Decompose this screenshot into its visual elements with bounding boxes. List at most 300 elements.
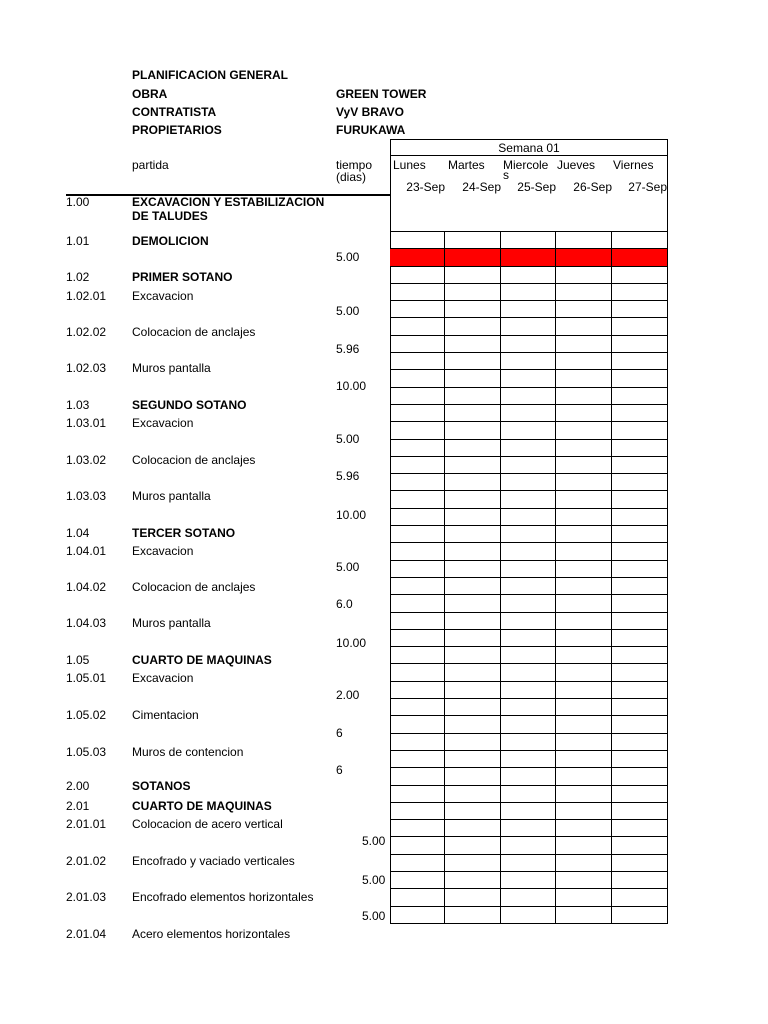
gantt-cell[interactable] — [445, 734, 501, 751]
gantt-cell[interactable] — [501, 232, 556, 249]
gantt-cell[interactable] — [390, 820, 445, 837]
gantt-cell[interactable] — [612, 613, 668, 630]
gantt-row — [391, 422, 668, 439]
gantt-cell[interactable] — [612, 370, 668, 387]
gantt-cell[interactable] — [445, 613, 501, 630]
gantt-cell[interactable] — [612, 353, 668, 370]
gantt-cell[interactable] — [556, 422, 612, 439]
gantt-cell[interactable] — [390, 872, 445, 889]
gantt-cell[interactable] — [612, 630, 668, 647]
task-name: Cimentacion — [132, 708, 199, 722]
day-wednesday-cut: s — [503, 168, 509, 182]
task-duration: 5.00 — [362, 909, 386, 923]
gantt-cell[interactable] — [556, 509, 612, 526]
gantt-cell[interactable] — [612, 751, 668, 768]
gantt-cell[interactable] — [390, 803, 445, 820]
gantt-cell[interactable] — [501, 543, 556, 560]
task-code: 1.01 — [66, 234, 90, 248]
task-duration: 6.0 — [336, 597, 353, 611]
date-2: 24-Sep — [462, 180, 501, 194]
gantt-cell[interactable] — [556, 872, 612, 889]
gantt-cell[interactable] — [501, 889, 556, 906]
gantt-cell[interactable] — [556, 837, 612, 854]
gantt-cell[interactable] — [445, 837, 501, 854]
task-duration: 10.00 — [336, 379, 367, 393]
gantt-cell[interactable] — [445, 509, 501, 526]
gantt-cell[interactable] — [390, 491, 445, 508]
gantt-cell[interactable] — [612, 595, 668, 612]
gantt-cell[interactable] — [556, 526, 612, 543]
date-3: 25-Sep — [517, 180, 556, 194]
gantt-cell[interactable] — [501, 630, 556, 647]
gantt-cell-scheduled[interactable] — [390, 249, 445, 266]
gantt-cell[interactable] — [445, 682, 501, 699]
gantt-cell[interactable] — [390, 422, 445, 439]
gantt-cell[interactable] — [390, 440, 445, 457]
gantt-cell[interactable] — [612, 889, 668, 906]
gantt-cell[interactable] — [612, 716, 668, 733]
gantt-cell[interactable] — [556, 440, 612, 457]
task-duration: 5.00 — [336, 304, 360, 318]
task-code: 1.04.01 — [66, 544, 107, 558]
col-partida: partida — [132, 158, 169, 172]
gantt-cell[interactable] — [556, 699, 612, 716]
task-name: Excavacion — [132, 544, 194, 558]
gantt-row — [391, 474, 668, 491]
gantt-cell-scheduled[interactable] — [612, 249, 668, 266]
day-thursday: Jueves — [557, 158, 596, 172]
gantt-cell[interactable] — [390, 336, 445, 353]
task-code: 1.02.02 — [66, 325, 107, 339]
task-code: 1.03.03 — [66, 489, 107, 503]
day-wednesday: Miercole — [503, 158, 549, 172]
gantt-cell[interactable] — [612, 336, 668, 353]
gantt-cell[interactable] — [390, 526, 445, 543]
gantt-cell[interactable] — [612, 457, 668, 474]
gantt-cell[interactable] — [612, 301, 668, 318]
gantt-cell[interactable] — [556, 907, 612, 924]
gantt-cell[interactable] — [390, 889, 445, 906]
gantt-cell[interactable] — [612, 474, 668, 491]
gantt-row — [391, 370, 668, 387]
gantt-cell[interactable] — [390, 734, 445, 751]
gantt-row — [391, 526, 668, 543]
gantt-cell[interactable] — [445, 336, 501, 353]
gantt-cell[interactable] — [445, 232, 501, 249]
date-5: 27-Sep — [628, 180, 667, 194]
col-tiempo: tiempo — [336, 158, 373, 172]
gantt-cell[interactable] — [445, 786, 501, 803]
gantt-cell[interactable] — [501, 526, 556, 543]
obra-label: OBRA — [132, 87, 168, 101]
gantt-cell[interactable] — [501, 768, 556, 785]
task-name: Muros de contencion — [132, 745, 244, 759]
gantt-cell[interactable] — [445, 647, 501, 664]
task-name: CUARTO DE MAQUINAS — [132, 799, 272, 813]
gantt-cell[interactable] — [612, 232, 668, 249]
gantt-cell[interactable] — [501, 301, 556, 318]
gantt-row — [391, 837, 668, 854]
gantt-cell[interactable] — [501, 370, 556, 387]
gantt-cell[interactable] — [445, 353, 501, 370]
gantt-cell[interactable] — [445, 907, 501, 924]
gantt-cell[interactable] — [445, 370, 501, 387]
gantt-cell[interactable] — [390, 664, 445, 681]
task-name: Muros pantalla — [132, 616, 211, 630]
day-monday: Lunes — [393, 158, 426, 172]
gantt-cell[interactable] — [501, 422, 556, 439]
gantt-cell[interactable] — [445, 768, 501, 785]
task-duration: 6 — [336, 763, 343, 777]
gantt-cell[interactable] — [390, 613, 445, 630]
task-name: Excavacion — [132, 416, 194, 430]
propietarios-value: FURUKAWA — [336, 123, 406, 137]
task-code: 1.04.03 — [66, 616, 107, 630]
gantt-cell[interactable] — [556, 232, 612, 249]
gantt-cell[interactable] — [556, 734, 612, 751]
task-duration: 5.00 — [362, 834, 386, 848]
gantt-cell[interactable] — [612, 509, 668, 526]
gantt-cell[interactable] — [501, 457, 556, 474]
gantt-row — [391, 682, 668, 699]
gantt-cell[interactable] — [612, 388, 668, 405]
gantt-cell[interactable] — [556, 561, 612, 578]
gantt-cell[interactable] — [556, 491, 612, 508]
gantt-cell[interactable] — [445, 474, 501, 491]
gantt-row — [391, 543, 668, 560]
gantt-cell[interactable] — [501, 318, 556, 335]
gantt-cell[interactable] — [390, 509, 445, 526]
task-name: SOTANOS — [132, 779, 191, 793]
gantt-cell[interactable] — [612, 284, 668, 301]
gantt-cell[interactable] — [445, 543, 501, 560]
gantt-cell[interactable] — [390, 353, 445, 370]
gantt-cell[interactable] — [612, 699, 668, 716]
task-duration: 5.96 — [336, 469, 360, 483]
gantt-cell[interactable] — [390, 682, 445, 699]
gantt-cell[interactable] — [612, 855, 668, 872]
gantt-cell[interactable] — [501, 284, 556, 301]
gantt-row — [391, 907, 668, 924]
gantt-row — [391, 647, 668, 664]
gantt-row — [391, 284, 668, 301]
gantt-cell[interactable] — [556, 267, 612, 284]
week-label: Semana 01 — [498, 141, 560, 155]
gantt-cell[interactable] — [390, 716, 445, 733]
gantt-cell[interactable] — [556, 405, 612, 422]
gantt-cell[interactable] — [556, 388, 612, 405]
gantt-cell[interactable] — [501, 353, 556, 370]
gantt-row — [391, 699, 668, 716]
gantt-cell[interactable] — [501, 786, 556, 803]
gantt-row — [391, 716, 668, 733]
gantt-cell[interactable] — [556, 595, 612, 612]
gantt-cell[interactable] — [390, 855, 445, 872]
task-name: Colocacion de anclajes — [132, 453, 256, 467]
gantt-cell[interactable] — [501, 595, 556, 612]
gantt-grid — [390, 231, 668, 924]
gantt-cell[interactable] — [390, 907, 445, 924]
day-tuesday: Martes — [448, 158, 485, 172]
date-4: 26-Sep — [573, 180, 612, 194]
gantt-cell[interactable] — [556, 716, 612, 733]
gantt-cell[interactable] — [445, 803, 501, 820]
task-code: 2.01.03 — [66, 890, 107, 904]
task-code: 1.05.02 — [66, 708, 107, 722]
gantt-cell-scheduled[interactable] — [556, 249, 612, 266]
gantt-cell[interactable] — [556, 751, 612, 768]
gantt-row — [391, 751, 668, 768]
gantt-cell[interactable] — [612, 491, 668, 508]
gantt-cell[interactable] — [556, 889, 612, 906]
task-code: 1.05.01 — [66, 671, 107, 685]
task-duration: 5.00 — [336, 250, 360, 264]
gantt-cell[interactable] — [556, 370, 612, 387]
gantt-cell[interactable] — [501, 682, 556, 699]
plan-title: PLANIFICACION GENERAL — [132, 68, 288, 82]
gantt-cell[interactable] — [390, 699, 445, 716]
gantt-cell[interactable] — [445, 872, 501, 889]
gantt-cell[interactable] — [445, 820, 501, 837]
gantt-cell[interactable] — [612, 318, 668, 335]
gantt-cell[interactable] — [556, 301, 612, 318]
gantt-cell[interactable] — [445, 716, 501, 733]
gantt-cell[interactable] — [556, 803, 612, 820]
day-friday: Viernes — [613, 158, 654, 172]
gantt-row — [391, 318, 668, 335]
gantt-cell[interactable] — [390, 474, 445, 491]
gantt-cell[interactable] — [501, 907, 556, 924]
gantt-cell[interactable] — [501, 613, 556, 630]
gantt-cell[interactable] — [612, 561, 668, 578]
gantt-cell[interactable] — [445, 491, 501, 508]
gantt-cell[interactable] — [556, 820, 612, 837]
task-code: 1.02.01 — [66, 289, 107, 303]
gantt-cell[interactable] — [445, 284, 501, 301]
gantt-cell[interactable] — [556, 855, 612, 872]
gantt-cell[interactable] — [390, 405, 445, 422]
gantt-cell[interactable] — [612, 786, 668, 803]
gantt-cell[interactable] — [445, 578, 501, 595]
gantt-row — [391, 734, 668, 751]
gantt-cell[interactable] — [612, 734, 668, 751]
gantt-cell[interactable] — [390, 301, 445, 318]
gantt-cell[interactable] — [501, 509, 556, 526]
gantt-cell[interactable] — [556, 786, 612, 803]
gantt-cell[interactable] — [501, 336, 556, 353]
gantt-cell[interactable] — [445, 301, 501, 318]
gantt-cell[interactable] — [390, 388, 445, 405]
gantt-cell[interactable] — [390, 595, 445, 612]
task-code: 1.05.03 — [66, 745, 107, 759]
task-code: 1.02.03 — [66, 361, 107, 375]
gantt-cell[interactable] — [612, 647, 668, 664]
task-name: Colocacion de anclajes — [132, 580, 256, 594]
gantt-cell[interactable] — [445, 889, 501, 906]
gantt-cell[interactable] — [445, 388, 501, 405]
gantt-cell[interactable] — [445, 457, 501, 474]
task-name: Encofrado elementos horizontales — [132, 890, 314, 904]
gantt-cell[interactable] — [556, 474, 612, 491]
gantt-cell[interactable] — [501, 872, 556, 889]
task-name: DE TALUDES — [132, 209, 208, 223]
date-1: 23-Sep — [406, 180, 445, 194]
gantt-row — [391, 440, 668, 457]
task-duration: 2.00 — [336, 688, 360, 702]
gantt-row — [391, 509, 668, 526]
task-name: EXCAVACION Y ESTABILIZACION — [132, 195, 325, 209]
gantt-cell[interactable] — [556, 543, 612, 560]
gantt-cell[interactable] — [501, 855, 556, 872]
gantt-cell[interactable] — [612, 405, 668, 422]
gantt-cell[interactable] — [612, 768, 668, 785]
gantt-row — [391, 664, 668, 681]
gantt-cell-scheduled[interactable] — [445, 249, 501, 266]
task-code: 2.00 — [66, 779, 90, 793]
gantt-cell[interactable] — [390, 284, 445, 301]
gantt-cell-scheduled[interactable] — [501, 249, 556, 266]
gantt-cell[interactable] — [501, 751, 556, 768]
gantt-cell[interactable] — [612, 907, 668, 924]
contratista-label: CONTRATISTA — [132, 105, 217, 119]
gantt-cell[interactable] — [556, 353, 612, 370]
gantt-cell[interactable] — [501, 803, 556, 820]
gantt-cell[interactable] — [556, 768, 612, 785]
gantt-cell[interactable] — [445, 318, 501, 335]
gantt-cell[interactable] — [612, 578, 668, 595]
gantt-cell[interactable] — [501, 820, 556, 837]
gantt-cell[interactable] — [390, 543, 445, 560]
propietarios-label: PROPIETARIOS — [132, 123, 222, 137]
gantt-row — [391, 630, 668, 647]
gantt-cell[interactable] — [501, 699, 556, 716]
gantt-cell[interactable] — [612, 872, 668, 889]
task-duration: 10.00 — [336, 636, 367, 650]
gantt-cell[interactable] — [445, 440, 501, 457]
gantt-cell[interactable] — [390, 647, 445, 664]
gantt-cell[interactable] — [501, 405, 556, 422]
gantt-cell[interactable] — [501, 474, 556, 491]
task-name: Acero elementos horizontales — [132, 927, 291, 941]
gantt-cell[interactable] — [390, 768, 445, 785]
gantt-cell[interactable] — [612, 422, 668, 439]
gantt-cell[interactable] — [445, 855, 501, 872]
gantt-cell[interactable] — [556, 613, 612, 630]
gantt-row — [391, 336, 668, 353]
gantt-cell[interactable] — [390, 370, 445, 387]
gantt-cell[interactable] — [390, 561, 445, 578]
gantt-row — [391, 457, 668, 474]
gantt-cell[interactable] — [612, 664, 668, 681]
gantt-cell[interactable] — [612, 803, 668, 820]
task-duration: 5.00 — [336, 432, 360, 446]
gantt-cell[interactable] — [501, 267, 556, 284]
gantt-cell[interactable] — [390, 837, 445, 854]
gantt-cell[interactable] — [390, 457, 445, 474]
gantt-row — [391, 561, 668, 578]
gantt-cell[interactable] — [445, 664, 501, 681]
gantt-cell[interactable] — [501, 491, 556, 508]
gantt-cell[interactable] — [445, 699, 501, 716]
task-code: 2.01.04 — [66, 927, 107, 941]
gantt-cell[interactable] — [556, 284, 612, 301]
task-code: 1.03.02 — [66, 453, 107, 467]
gantt-cell[interactable] — [445, 630, 501, 647]
gantt-cell[interactable] — [390, 630, 445, 647]
gantt-cell[interactable] — [390, 786, 445, 803]
task-code: 1.03 — [66, 398, 90, 412]
gantt-cell[interactable] — [501, 647, 556, 664]
task-duration: 10.00 — [336, 508, 367, 522]
gantt-cell[interactable] — [556, 647, 612, 664]
gantt-cell[interactable] — [501, 578, 556, 595]
gantt-cell[interactable] — [612, 440, 668, 457]
gantt-cell[interactable] — [390, 578, 445, 595]
gantt-cell[interactable] — [556, 630, 612, 647]
task-name: Muros pantalla — [132, 489, 211, 503]
contratista-value: VyV BRAVO — [336, 105, 405, 119]
gantt-cell[interactable] — [445, 751, 501, 768]
gantt-cell[interactable] — [445, 422, 501, 439]
gantt-cell[interactable] — [445, 561, 501, 578]
gantt-cell[interactable] — [556, 664, 612, 681]
task-code: 1.04.02 — [66, 580, 107, 594]
gantt-cell[interactable] — [445, 526, 501, 543]
col-tiempo-cut: (dias) — [336, 170, 367, 184]
task-name: Excavacion — [132, 289, 194, 303]
gantt-cell[interactable] — [501, 561, 556, 578]
task-code: 1.00 — [66, 195, 90, 209]
gantt-cell[interactable] — [501, 440, 556, 457]
gantt-cell[interactable] — [390, 751, 445, 768]
gantt-row — [391, 820, 668, 837]
gantt-cell[interactable] — [445, 405, 501, 422]
gantt-row — [391, 803, 668, 820]
gantt-cell[interactable] — [556, 457, 612, 474]
gantt-cell[interactable] — [501, 664, 556, 681]
gantt-cell[interactable] — [612, 820, 668, 837]
gantt-cell[interactable] — [390, 267, 445, 284]
gantt-cell[interactable] — [612, 526, 668, 543]
task-code: 1.03.01 — [66, 416, 107, 430]
gantt-cell[interactable] — [390, 232, 445, 249]
gantt-row — [391, 232, 668, 249]
week-divider — [390, 155, 668, 156]
task-code: 1.04 — [66, 526, 90, 540]
gantt-cell[interactable] — [501, 837, 556, 854]
gantt-cell[interactable] — [556, 336, 612, 353]
task-code: 2.01.01 — [66, 817, 107, 831]
gantt-cell[interactable] — [612, 267, 668, 284]
task-code: 2.01 — [66, 799, 90, 813]
gantt-cell[interactable] — [501, 716, 556, 733]
gantt-cell[interactable] — [445, 595, 501, 612]
gantt-cell[interactable] — [390, 318, 445, 335]
gantt-row — [391, 889, 668, 906]
week-top-border — [390, 139, 668, 140]
gantt-row — [391, 872, 668, 889]
gantt-cell[interactable] — [556, 318, 612, 335]
gantt-cell[interactable] — [501, 734, 556, 751]
gantt-cell[interactable] — [612, 682, 668, 699]
gantt-row — [391, 267, 668, 284]
gantt-cell[interactable] — [556, 682, 612, 699]
gantt-cell[interactable] — [612, 837, 668, 854]
gantt-cell[interactable] — [556, 578, 612, 595]
gantt-cell[interactable] — [445, 267, 501, 284]
gantt-cell[interactable] — [501, 388, 556, 405]
gantt-cell[interactable] — [612, 543, 668, 560]
